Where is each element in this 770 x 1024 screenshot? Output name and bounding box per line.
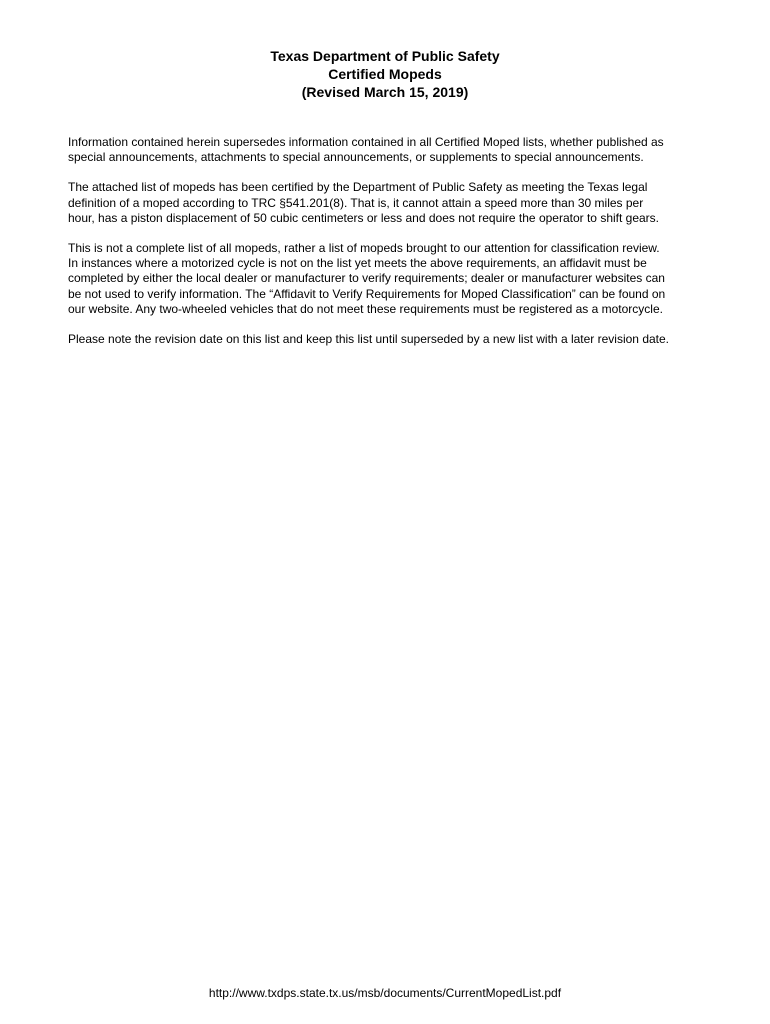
document-title [0, 47, 770, 101]
paragraph-line: The attached list of mopeds has been certified by the Department of Public Safety as meeting the Texas legal [68, 180, 648, 195]
document-body [68, 135, 708, 362]
footer-url: http://www.txdps.state.tx.us/msb/documents/CurrentMopedList.pdf [208, 986, 562, 1000]
paragraph-revision-note [68, 332, 708, 347]
paragraph-line: hour, has a piston displacement of 50 cubic centimeters or less and does not require the operator to shift gears. [68, 210, 660, 225]
paragraph-line: Information contained herein supersedes information contained in all Certified Moped lists, whether published as [68, 135, 664, 149]
paragraph-line: In instances where a motorized cycle is not on the list yet meets the above requirements, an affidavit must be [68, 256, 647, 271]
title-revision-date: (Revised March 15, 2019) [301, 84, 469, 100]
paragraph-not-complete-list [68, 241, 708, 317]
paragraph-line: our website. Any two-wheeled vehicles that do not meet these requirements must be registered as a motorcycle. [68, 301, 663, 316]
title-agency: Texas Department of Public Safety [270, 48, 500, 64]
title-subject: Certified Mopeds [328, 66, 442, 82]
paragraph-certification [68, 180, 708, 226]
paragraph-line: Please note the revision date on this list and keep this list until superseded by a new list with a later revision date. [68, 332, 670, 347]
paragraph-line: completed by either the local dealer or manufacturer to verify requirements; dealer or manufacturer websites can [68, 271, 665, 286]
paragraph-supersedes [68, 135, 708, 165]
paragraph-line: This is not a complete list of all mopeds, rather a list of mopeds brought to our attention for classification review. [68, 241, 660, 256]
paragraph-line: definition of a moped according to TRC §541.201(8). That is, it cannot attain a speed more than 30 miles per [68, 195, 644, 210]
paragraph-line: be not used to verify information. The “Affidavit to Verify Requirements for Moped Classification” can be found on [68, 286, 666, 301]
paragraph-line: special announcements, attachments to special announcements, or supplements to special announcements. [68, 150, 644, 165]
